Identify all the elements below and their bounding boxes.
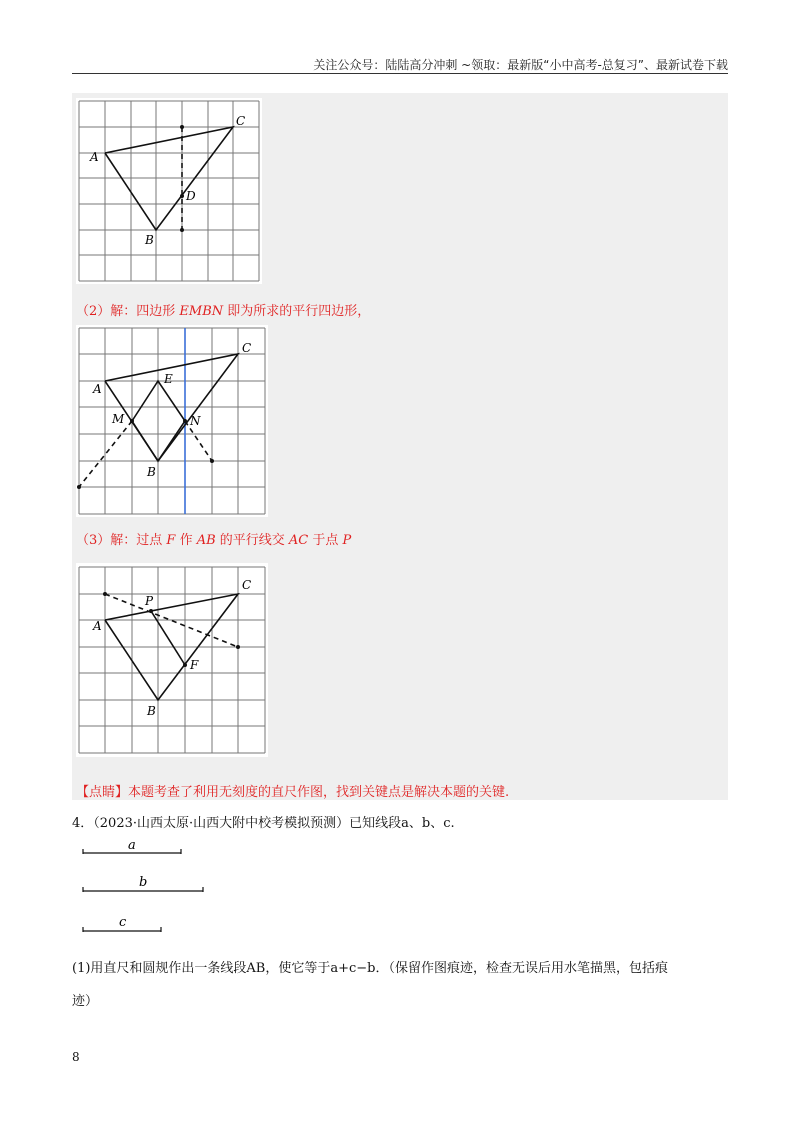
svg-text:E: E (164, 372, 173, 386)
question4-part1-line2: 迹） (72, 994, 99, 1009)
segment-c (82, 914, 172, 940)
svg-text:A: A (93, 619, 102, 633)
label-B: B (145, 233, 154, 247)
svg-text:b: b (139, 875, 148, 890)
svg-text:M: M (112, 412, 125, 426)
svg-text:C: C (242, 341, 252, 355)
page-number: 8 (72, 1050, 80, 1064)
solution-panel (72, 93, 728, 800)
segment-b (82, 874, 212, 900)
grid-figure-3 (76, 563, 268, 757)
part2-text: （2）解：四边形 EMBN 即为所求的平行四边形， (76, 304, 371, 319)
question4-part1-line1: (1)用直尺和圆规作出一条线段AB，使它等于a+c−b．（保留作图痕迹，检查无误后用水笔描黑，包括痕 (72, 961, 668, 976)
svg-text:B: B (147, 465, 156, 479)
comment-text: 【点睛】本题考查了利用无刻度的直尺作图，找到关键点是解决本题的关键. (76, 785, 510, 800)
svg-text:B: B (147, 704, 156, 718)
grid-figure-2 (76, 325, 268, 517)
svg-text:c: c (119, 915, 127, 930)
question4-intro: 4．（2023·山西太原·山西大附中校考模拟预测）已知线段a、b、c. (72, 816, 455, 831)
label-D: D (186, 189, 196, 203)
header-rule (72, 73, 728, 74)
label-A: A (90, 150, 99, 164)
grid-figure-1 (76, 98, 262, 284)
label-C: C (236, 114, 246, 128)
page-header: 关注公众号：陆陆高分冲刺 ~领取：最新版“小中高考-总复习”、最新试卷下载 (313, 58, 728, 72)
svg-text:A: A (93, 382, 102, 396)
svg-text:N: N (190, 414, 201, 428)
part3-text: （3）解：过点 F 作 AB 的平行线交 AC 于点 P (76, 533, 352, 548)
svg-text:a: a (128, 838, 136, 853)
segment-a (82, 838, 192, 862)
svg-text:C: C (242, 578, 252, 592)
svg-text:P: P (145, 594, 154, 608)
svg-text:F: F (190, 658, 199, 672)
